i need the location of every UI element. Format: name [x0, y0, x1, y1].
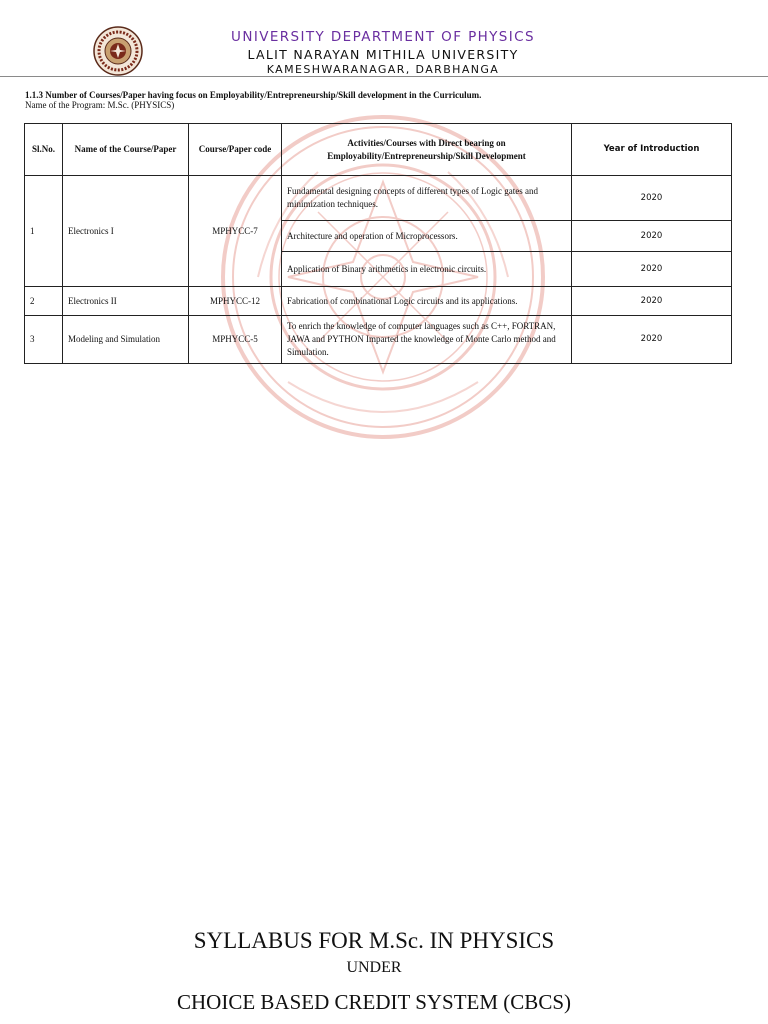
department-title: UNIVERSITY DEPARTMENT OF PHYSICS: [231, 29, 535, 45]
sl-cell: 2: [25, 287, 63, 316]
col-header-sl: Sl.No.: [25, 124, 63, 176]
sl-cell: 3: [25, 316, 63, 364]
year-cell: 2020: [572, 252, 732, 287]
criterion-heading: 1.1.3 Number of Courses/Paper having focus on Employability/Entrepreneurship/Skill development in the Curriculum.: [25, 90, 482, 100]
program-name: Name of the Program: M.Sc. (PHYSICS): [25, 100, 175, 110]
courses-table: [24, 123, 732, 364]
col-header-year: Year of Introduction: [572, 124, 732, 176]
syllabus-title: SYLLABUS FOR M.Sc. IN PHYSICS: [193, 928, 555, 953]
year-cell: 2020: [572, 221, 732, 252]
sl-cell: 1: [25, 176, 63, 287]
table-row: [25, 176, 732, 221]
course-code-cell: MPHYCC-5: [189, 316, 282, 364]
col-header-activities: [282, 124, 572, 176]
course-name-cell: Electronics II: [63, 287, 189, 316]
col-header-activities-line2: Employability/Entrepreneurship/Skill Development: [327, 150, 526, 161]
activity-cell: Fabrication of combinational Logic circuits and its applications.: [282, 287, 572, 316]
course-code-cell: MPHYCC-12: [189, 287, 282, 316]
year-cell: 2020: [572, 287, 732, 316]
activity-cell: To enrich the knowledge of computer languages such as C++, FORTRAN, JAWA and PYTHON Imparted the knowledge of Monte Carlo method and Simulation.: [282, 316, 572, 364]
university-seal-logo: [93, 26, 143, 76]
activity-cell: Application of Binary arithmetics in electronic circuits.: [282, 252, 572, 287]
header-divider: [0, 76, 768, 77]
year-cell: 2020: [572, 176, 732, 221]
activity-cell: Architecture and operation of Microprocessors.: [282, 221, 572, 252]
table-header-row: [25, 124, 732, 176]
col-header-activities-line1: Activities/Courses with Direct bearing on: [347, 137, 506, 148]
university-location: KAMESHWARANAGAR, DARBHANGA: [266, 63, 500, 76]
university-name: LALIT NARAYAN MITHILA UNIVERSITY: [247, 47, 519, 62]
course-code-cell: MPHYCC-7: [189, 176, 282, 287]
course-name-cell: Electronics I: [63, 176, 189, 287]
activity-cell: Fundamental designing concepts of different types of Logic gates and minimization techniques.: [282, 176, 572, 221]
course-name-cell: Modeling and Simulation: [63, 316, 189, 364]
col-header-course-code: Course/Paper code: [189, 124, 282, 176]
col-header-course-name: Name of the Course/Paper: [63, 124, 189, 176]
syllabus-system: CHOICE BASED CREDIT SYSTEM (CBCS): [177, 990, 571, 1014]
year-cell: 2020: [572, 316, 732, 364]
syllabus-subtitle: UNDER: [346, 959, 402, 976]
table-row: [25, 287, 732, 316]
table-row: [25, 316, 732, 364]
